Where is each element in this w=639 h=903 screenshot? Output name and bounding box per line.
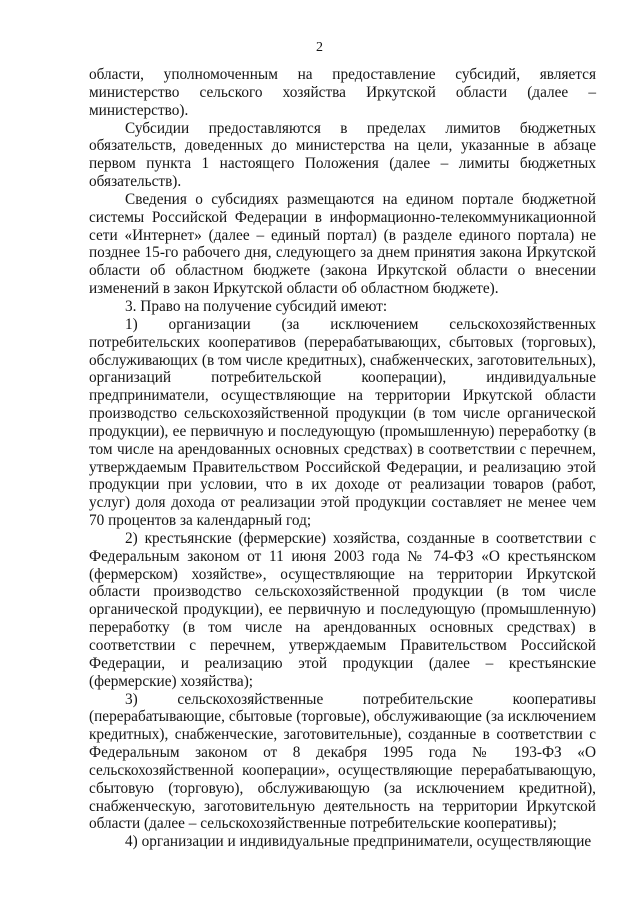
document-body: [89, 66, 596, 851]
list-item-2: 2) крестьянские (фермерские) хозяйства, созданные в соответствии с Федеральным законом от 11 июня 2003 года № 74-ФЗ «О крестьянском (фермерском) хозяйстве», осуществляющие на территории Иркутской области производство сельскохозяйственной продукции (в том числе органической продукции), ее первичную и последующую (промышленную) переработку (в том числе на арендованных основных средствах) в соответствии с перечнем, утверждаемым Правительством Российской Федерации, и реализацию этой продукции (далее – крестьянские (фермерские) хозяйства);: [89, 529, 596, 690]
paragraph-limits: Субсидии предоставляются в пределах лимитов бюджетных обязательств, доведенных до министерства на цели, указанные в абзаце первом пункта 1 настоящего Положения (далее – лимиты бюджетных обязательств).: [89, 119, 596, 191]
page-number: 2: [316, 40, 323, 55]
list-item-1: 1) организации (за исключением сельскохозяйственных потребительских кооперативов (перерабатывающих, сбытовых (торговых), обслуживающих (в том числе кредитных), снабженческих, заготовительных), организаций потребительской кооперации), индивидуальные предприниматели, осуществляющие на территории Иркутской области производство сельскохозяйственной продукции (в том числе органической продукции), ее первичную и последующую (промышленную) переработку (в том числе на арендованных основных средствах) в соответствии с перечнем, утверждаемым Правительством Российской Федерации, и реализацию этой продукции при условии, что в их доходе от реализации товаров (работ, услуг) доля дохода от реализации этой продукции составляет не менее чем 70 процентов за календарный год;: [89, 315, 596, 530]
paragraph-section-3-heading: 3. Право на получение субсидий имеют:: [125, 297, 388, 315]
paragraph-authority: области, уполномоченным на предоставление субсидий, является министерство сельского хозяйства Иркутской области (далее – министерство).: [89, 66, 596, 119]
list-item-4: 4) организации и индивидуальные предприниматели, осуществляющие: [125, 833, 592, 851]
paragraph-portal: Сведения о субсидиях размещаются на едином портале бюджетной системы Российской Федерации в информационно-телекоммуникационной сети «Интернет» (далее – единый портал) (в разделе единого портала) не позднее 15-го рабочего дня, следующего за днем принятия закона Иркутской области об областном бюджете (закона Иркутской области о внесении изменений в закон Иркутской области об областном бюджете).: [89, 190, 596, 298]
list-item-3: 3) сельскохозяйственные потребительские кооперативы (перерабатывающие, сбытовые (торговые), обслуживающие (за исключением кредитных), снабженческие, заготовительные), созданные в соответствии с Федеральным законом от 8 декабря 1995 года № 193-ФЗ «О сельскохозяйственной кооперации», осуществляющие перерабатывающую, сбытовую (торговую), обслуживающую (за исключением кредитной), снабженческую, заготовительную деятельность на территории Иркутской области (далее – сельскохозяйственные потребительские кооперативы);: [89, 690, 596, 833]
